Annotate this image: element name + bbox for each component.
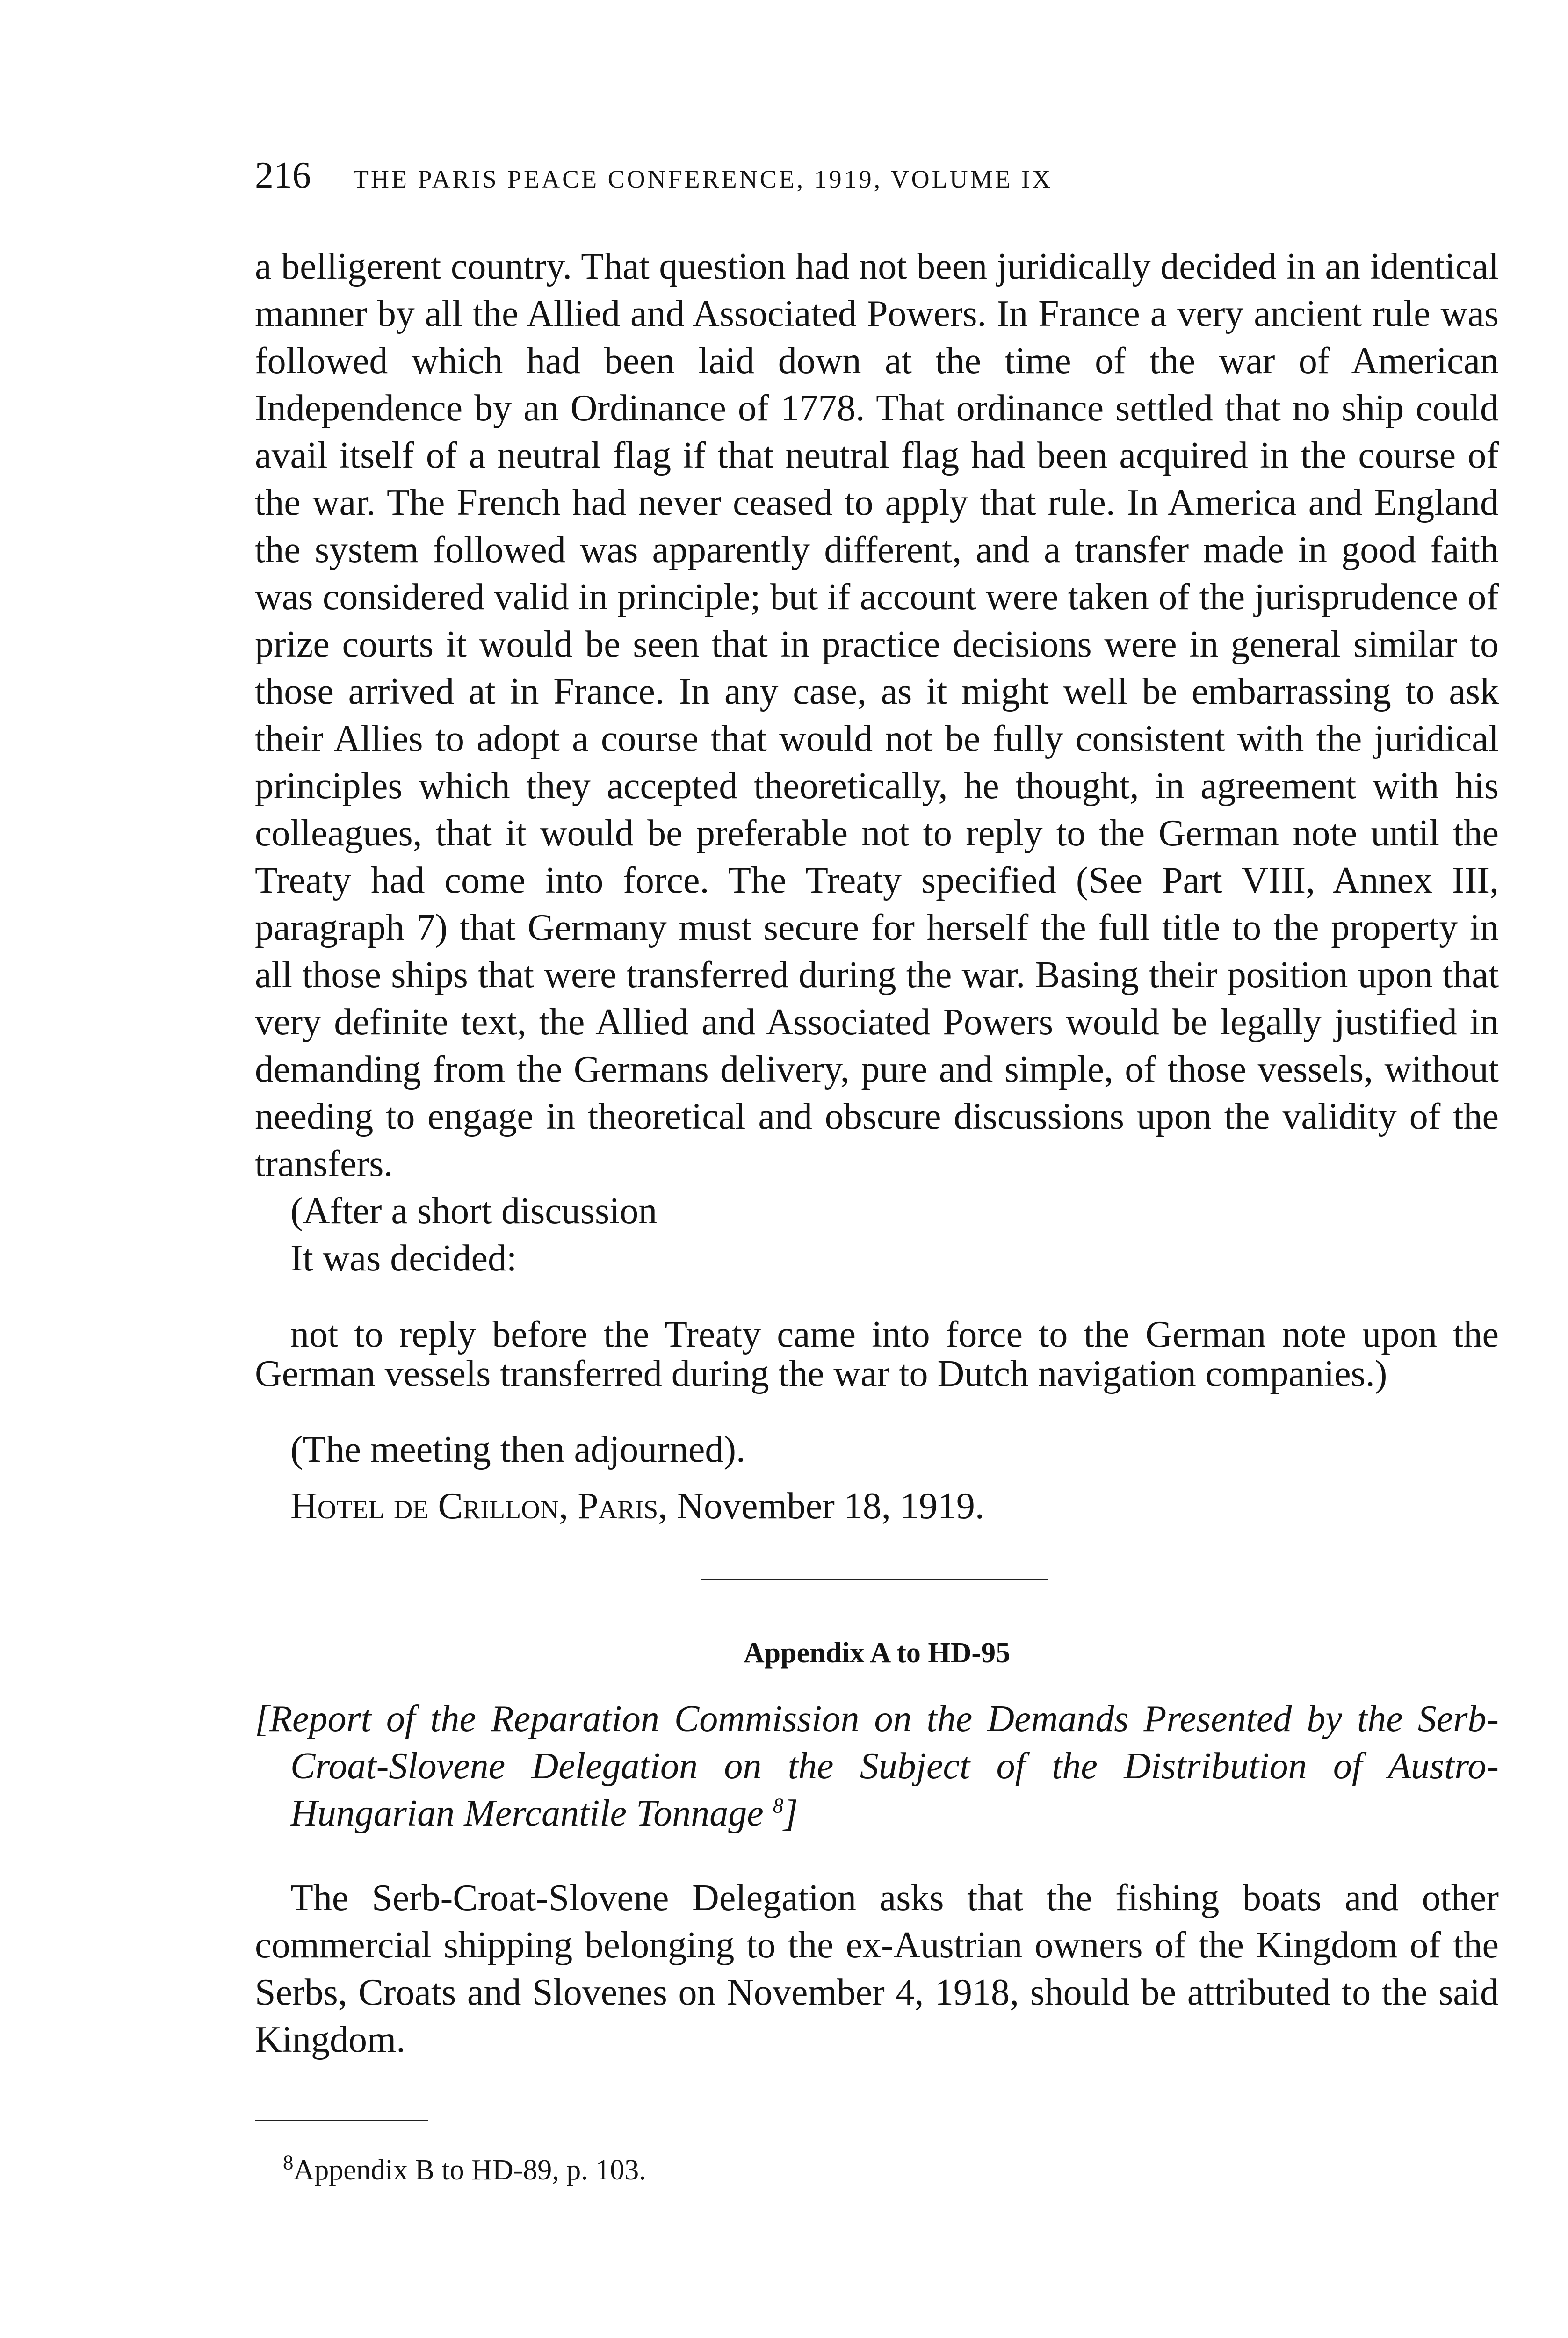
dateline-place: Hotel de Crillon, Paris, [290, 1486, 668, 1527]
appendix-body: The Serb-Croat-Slovene Delegation asks that the fishing boats and other commercial shipping belonging to the ex-Austrian owners of the Kingdom of the Serbs, Croats and Slovenes on November 4, 1918, should be attributed to the said Kingdom. [255, 1877, 1499, 2060]
decided-label: It was decided: [290, 1238, 517, 1279]
footnote-reference: 8 [773, 1794, 784, 1818]
document-page [255, 154, 1499, 2194]
decision-text: not to reply before the Treaty came into force to the German note upon the German vessels transferred during the war to Dutch navigation companies.) [255, 1314, 1499, 1394]
appendix-heading: Appendix A to HD-95 [743, 1637, 1011, 1669]
footnote [255, 2147, 1499, 2194]
adjourned-line: (The meeting then adjourned). [290, 1429, 745, 1470]
footnote-text: Appendix B to HD-89, p. 103. [293, 2154, 646, 2186]
running-header [255, 154, 1499, 210]
appendix-title-text: [Report of the Reparation Commission on the Demands Presented by the Serb-Croat-Slovene Delegation on the Subject of the Distribution of Austro-Hungarian Mercantile Tonnage [255, 1698, 1499, 1834]
footnote-marker: 8 [283, 2150, 294, 2174]
dateline-date: November 18, 1919. [677, 1486, 984, 1527]
appendix-title-close: ] [783, 1793, 798, 1834]
main-paragraph: a belligerent country. That question had not been juridically decided in an identical manner by all the Allied and Associated Powers. In France a very ancient rule was followed which had been laid down at the time of the war of American Independence by an Ordinance of 1778. That ordinance settled that no ship could avail itself of a neutral flag if that neutral flag had been acquired in the course of the war. The French had never ceased to apply that rule. In America and England the system followed was apparently different, and a transfer made in good faith was considered valid in principle; but if account were taken of the jurisprudence of prize courts it would be seen that in practice decisions were in general similar to those arrived at in France. In any case, as it might well be embarrassing to ask their Allies to adopt a course that would not be fully consistent with the juridical principles which they accepted theoretically, he thought, in agreement with his colleagues, that it would be preferable not to reply to the German note until the Treaty had come into force. The Treaty specified (See Part VIII, Annex III, paragraph 7) that Germany must secure for herself the full title to the property in all those ships that were transferred during the war. Basing their position upon that very definite text, the Allied and Associated Powers would be legally justified in demanding from the Germans delivery, pure and simple, of those vessels, without needing to engage in theoretical and obscure discussions upon the validity of the transfers. [255, 246, 1499, 1184]
dateline [255, 1483, 1499, 1530]
page-number: 216 [255, 155, 311, 196]
after-discussion-line: (After a short discussion [290, 1191, 658, 1232]
footnote-divider [255, 2120, 428, 2121]
running-title: THE PARIS PEACE CONFERENCE, 1919, VOLUME IX [353, 165, 1053, 193]
appendix-title [255, 1696, 1499, 1837]
section-divider [701, 1579, 1048, 1580]
